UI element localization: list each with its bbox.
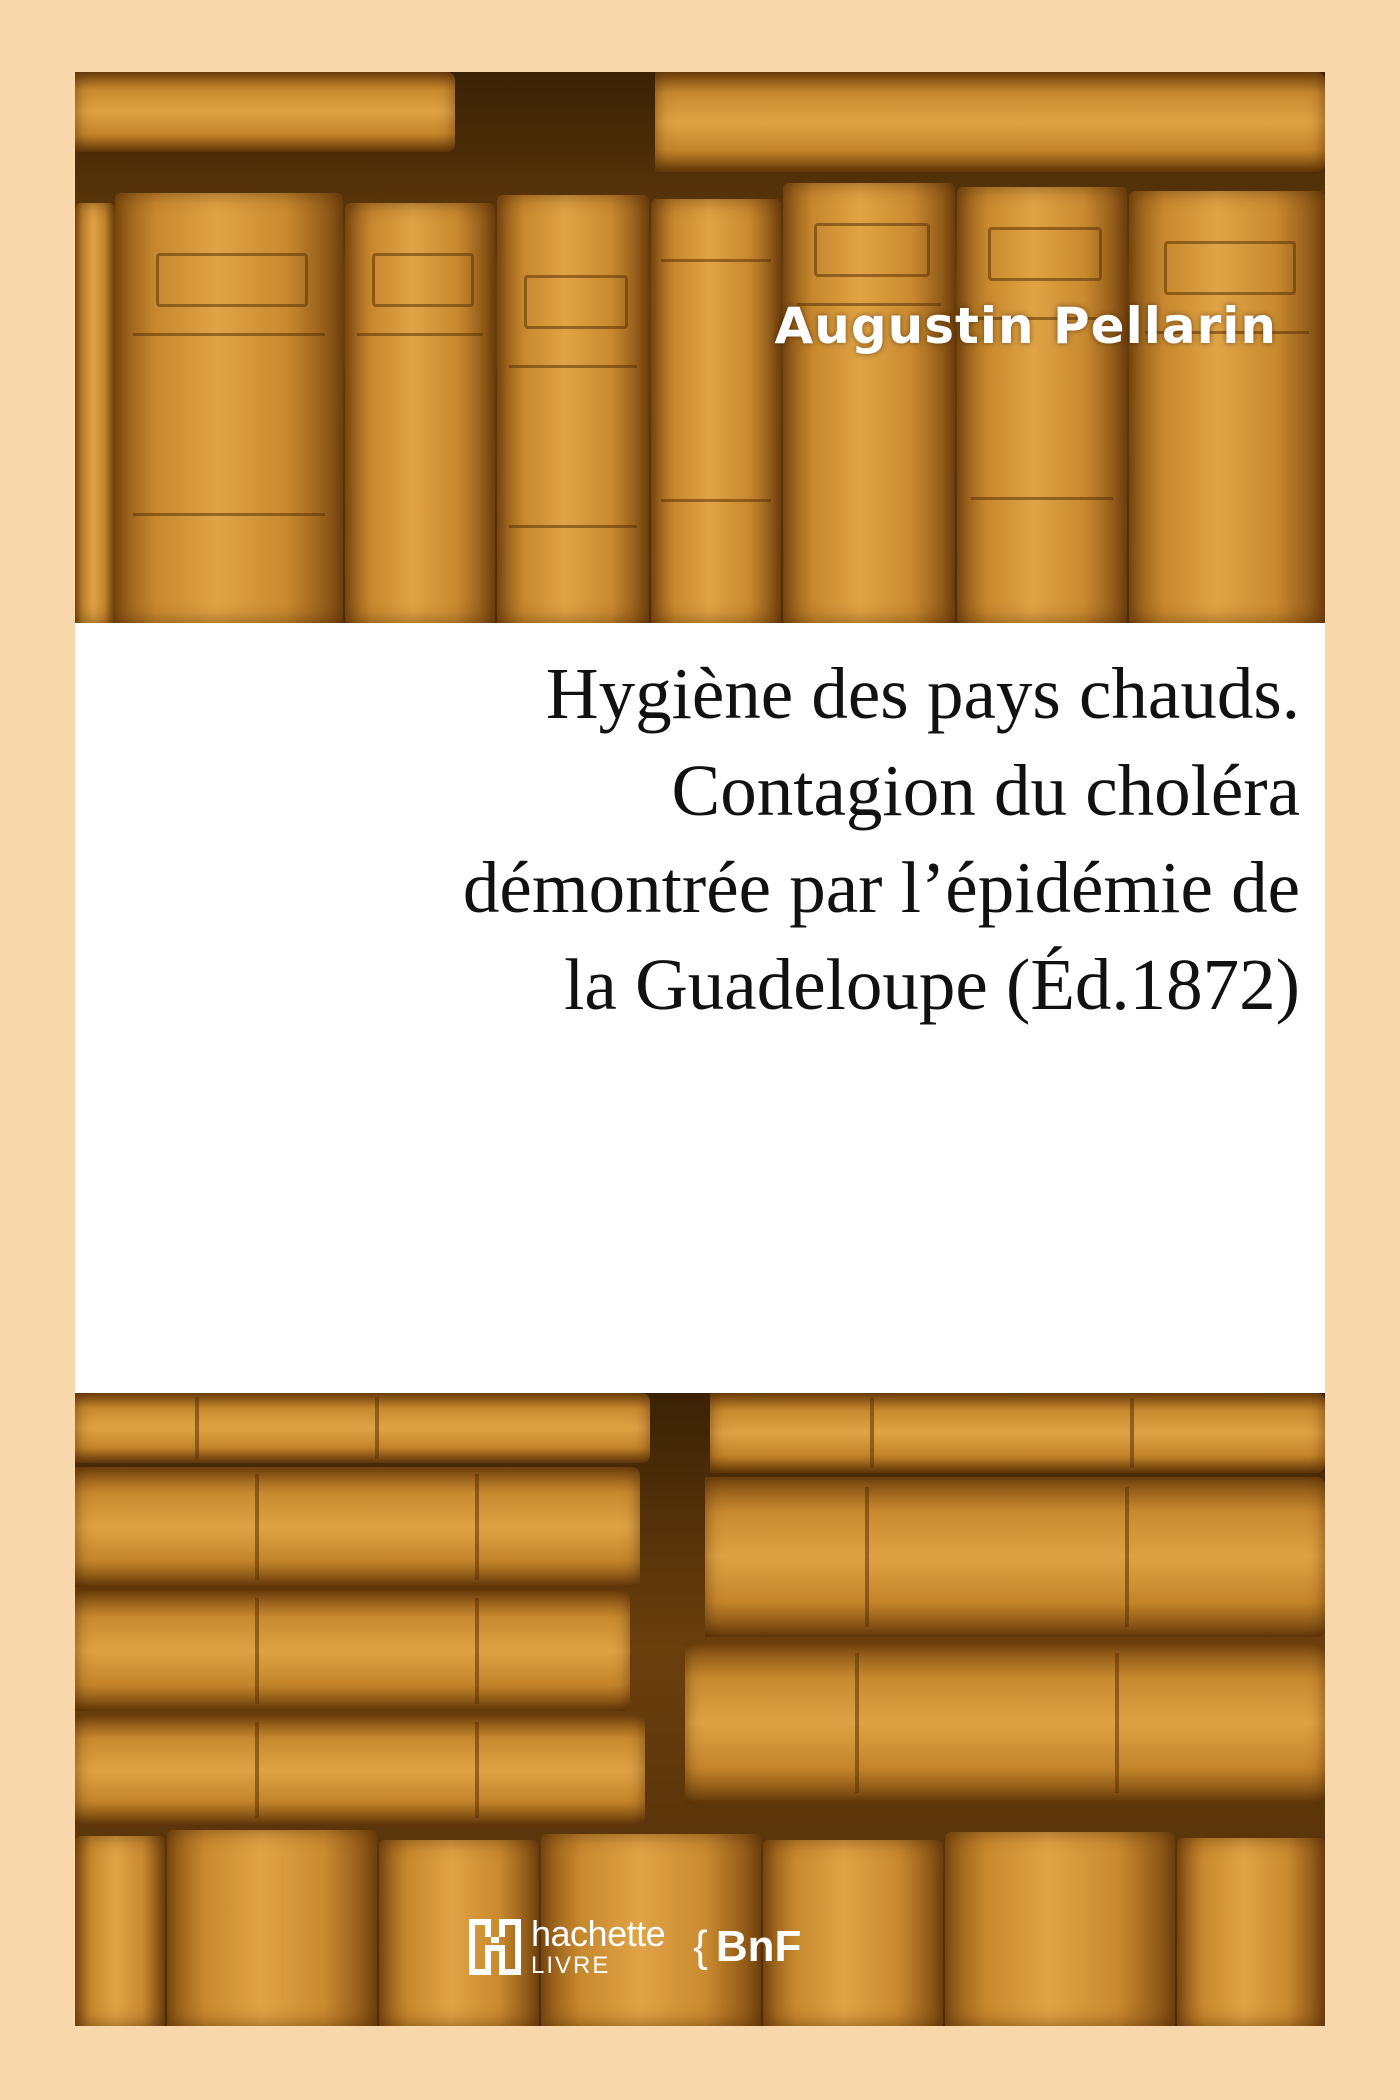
top-bookshelf-image (75, 72, 1325, 623)
hachette-livre-logo (465, 1915, 665, 1979)
book-spine (1177, 1838, 1325, 2026)
title-line: Hygiène des pays chauds. (545, 653, 1300, 734)
bnf-bracket-icon: { (693, 1922, 708, 1971)
book-spine (75, 1591, 630, 1711)
book-spine (705, 1477, 1325, 1637)
book-spine (710, 1393, 1325, 1473)
publisher-logos (465, 1915, 801, 1979)
book-spine (75, 1715, 645, 1825)
book-spine (945, 1832, 1175, 2026)
book-spine (345, 203, 495, 623)
book-spine (167, 1830, 377, 2026)
book-spine (783, 183, 955, 623)
title-line: démontrée par l’épidémie de (462, 847, 1300, 928)
book-cover (75, 72, 1325, 2026)
book-spine (957, 187, 1127, 623)
book-title (100, 645, 1300, 1033)
author-name: Augustin Pellarin (774, 297, 1277, 355)
title-line: la Guadeloupe (Éd.1872) (564, 944, 1300, 1025)
hachette-wordmark: hachette (531, 1913, 666, 1954)
book-spine (75, 1393, 650, 1463)
title-panel (75, 623, 1325, 1393)
book-spine (75, 1467, 640, 1587)
book-spine (115, 193, 343, 623)
title-line: Contagion du choléra (671, 750, 1300, 831)
book-spine (497, 195, 649, 623)
bnf-wordmark: BnF (715, 1922, 802, 1971)
book-spine (1129, 191, 1325, 623)
book-spine (655, 72, 1325, 172)
livre-wordmark: LIVRE (531, 1952, 611, 1979)
hachette-icon (465, 1915, 525, 1979)
bnf-logo (693, 1922, 801, 1972)
book-spine (75, 72, 455, 152)
book-spine (685, 1643, 1325, 1803)
book-spine (75, 203, 115, 623)
book-spine (75, 1836, 165, 2026)
book-spine (651, 199, 781, 623)
